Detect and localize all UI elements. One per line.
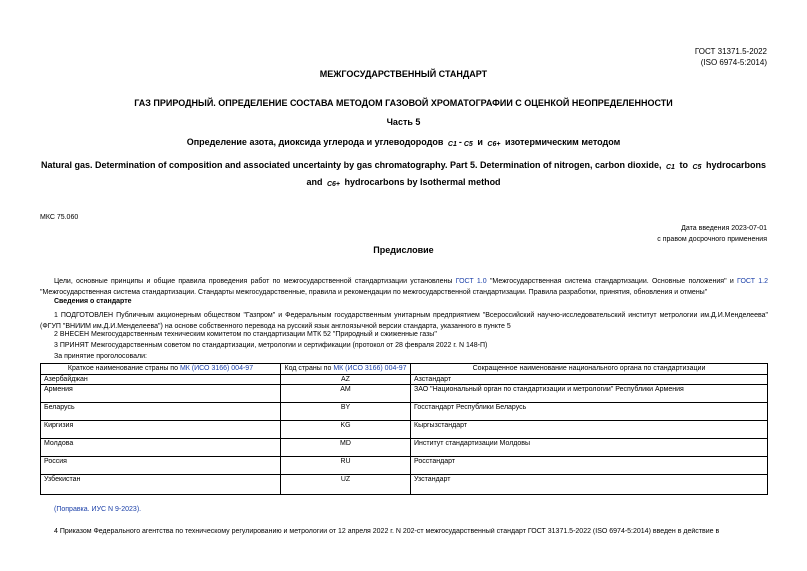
country-cell: Узбекистан	[41, 475, 281, 495]
col-country-header	[41, 364, 281, 375]
table-row	[41, 385, 768, 403]
body-cell: Узстандарт	[411, 475, 768, 495]
code-cell: RU	[281, 457, 411, 475]
preface-title: Предисловие	[373, 245, 434, 255]
title-en-line2: hydrocarbons by Isothermal method	[344, 177, 501, 187]
title-en-to: to	[679, 160, 688, 170]
code-cell: AZ	[281, 375, 411, 385]
body-cell: Кыргызстандарт	[411, 421, 768, 439]
gost-1-0-link[interactable]: ГОСТ 1.0	[455, 278, 487, 285]
country-cell: Молдова	[41, 439, 281, 457]
title-en-line1: Natural gas. Determination of composition and associated uncertainty by gas chromatography. Part 5. Determination of nitrogen, carbon dioxide,	[41, 160, 662, 170]
iso-number: (ISO 6974-5:2014)	[700, 58, 767, 67]
formula-c1-ru: C1	[447, 141, 457, 148]
formula-c6-en: C6+	[326, 181, 341, 188]
title-en	[30, 158, 777, 192]
mks-code: МКС 75.060	[40, 214, 79, 221]
formula-c5-ru: C5	[463, 141, 473, 148]
preface-item-4: 4 Приказом Федерального агентства по техническому регулированию и метрологии от 12 апреля 2022 г. N 202-ст межгосударственный стандарт ГОСТ 31371.5-2022 (ISO 6974-5:2014) введен в действие в	[54, 528, 720, 535]
title-en-hydrocarbons: hydrocarbons	[705, 160, 766, 170]
intro-date: Дата введения 2023-07-01	[681, 225, 767, 232]
p1-text-b: "Межгосударственная система стандартизации. Основные положения" и	[489, 278, 734, 285]
country-cell: Беларусь	[41, 403, 281, 421]
country-cell: Азербайджан	[41, 375, 281, 385]
title-ru: ГАЗ ПРИРОДНЫЙ. ОПРЕДЕЛЕНИЕ СОСТАВА МЕТОДОМ ГАЗОВОЙ ХРОМАТОГРАФИИ С ОЦЕНКОЙ НЕОПРЕДЕЛЕННОСТИ	[134, 98, 673, 108]
col-code-header-text: Код страны по	[284, 365, 332, 372]
col-code-header	[281, 364, 411, 375]
p1-text-a: Цели, основные принципы и общие правила проведения работ по межгосударственной стандартизации установлены	[54, 278, 453, 285]
correction-link[interactable]: (Поправка. ИУС N 9-2023).	[54, 506, 142, 513]
countries-table	[40, 363, 768, 495]
formula-c1-en: C1	[666, 164, 675, 171]
code-cell: MD	[281, 439, 411, 457]
gost-1-2-link[interactable]: ГОСТ 1.2	[737, 278, 768, 285]
preface-paragraph-1	[40, 276, 768, 298]
subtitle-ru-end: изотермическим методом	[504, 137, 621, 147]
preface-item-3: 3 ПРИНЯТ Межгосударственным советом по стандартизации, метрологии и сертификации (протокол от 28 февраля 2022 г. N 148-П)	[54, 342, 488, 349]
standard-type: МЕЖГОСУДАРСТВЕННЫЙ СТАНДАРТ	[319, 69, 488, 79]
subtitle-ru: Определение азота, диоксида углерода и углеводородов C1 - C5 и C6+ изотермическим методом	[186, 137, 621, 148]
code-cell: AM	[281, 385, 411, 403]
subtitle-ru-and: и	[477, 137, 483, 147]
code-cell: UZ	[281, 475, 411, 495]
mk-iso-link-1[interactable]: МК (ИСО 3166) 004-97	[179, 365, 254, 372]
body-cell: ЗАО "Национальный орган по стандартизации и метрологии" Республики Армения	[411, 385, 768, 403]
item-1-text: 1 ПОДГОТОВЛЕН Публичным акционерным обществом "Газпром" и Федеральным государственным унитарным предприятием "Всероссийский научно-исследовательский институт метрологии им.Д.И.Менделеева" (ФГУП "ВНИИМ им.Д.И.Менделеева") на основе собственного перевода на русский язык англоязычной версии стандарта, указанного в пункте 5	[40, 312, 768, 330]
code-cell: KG	[281, 421, 411, 439]
title-en-and: and	[306, 177, 323, 187]
early-apply-note: с правом досрочного применения	[657, 236, 767, 243]
gost-number: ГОСТ 31371.5-2022	[694, 47, 767, 56]
table-row	[41, 475, 768, 495]
code-cell: BY	[281, 403, 411, 421]
voted-label: За принятие проголосовали:	[54, 353, 147, 360]
body-cell: Госстандарт Республики Беларусь	[411, 403, 768, 421]
mk-iso-link-2[interactable]: МК (ИСО 3166) 004-97	[333, 365, 407, 372]
formula-c5-en: C5	[692, 164, 702, 171]
body-cell: Росстандарт	[411, 457, 768, 475]
table-row	[41, 439, 768, 457]
table-header-row	[41, 364, 768, 375]
about-standard-title: Сведения о стандарте	[54, 298, 132, 305]
country-cell: Киргизия	[41, 421, 281, 439]
formula-c6-ru: C6+	[487, 141, 501, 148]
table-row	[41, 457, 768, 475]
part-label: Часть 5	[386, 117, 421, 127]
table-row	[41, 403, 768, 421]
table-row	[41, 421, 768, 439]
col-country-header-text: Краткое наименование страны по	[67, 365, 178, 372]
country-cell: Россия	[41, 457, 281, 475]
table-row	[41, 375, 768, 385]
body-cell: Институт стандартизации Молдовы	[411, 439, 768, 457]
country-cell: Армения	[41, 385, 281, 403]
preface-item-1	[40, 310, 768, 332]
body-cell: Азстандарт	[411, 375, 768, 385]
col-body-header: Сокращенное наименование национального органа по стандартизации	[411, 364, 768, 375]
preface-item-2: 2 ВНЕСЕН Межгосударственным техническим комитетом по стандартизации МТК 52 "Природный и сжиженные газы"	[54, 331, 437, 338]
subtitle-ru-start: Определение азота, диоксида углерода и углеводородов	[186, 137, 444, 147]
p1-text-c: "Межгосударственная система стандартизации. Стандарты межгосударственные, правила и рекомендации по межгосударственной стандартизации. Правила разработки, принятия, обновления и отмены"	[40, 289, 708, 296]
